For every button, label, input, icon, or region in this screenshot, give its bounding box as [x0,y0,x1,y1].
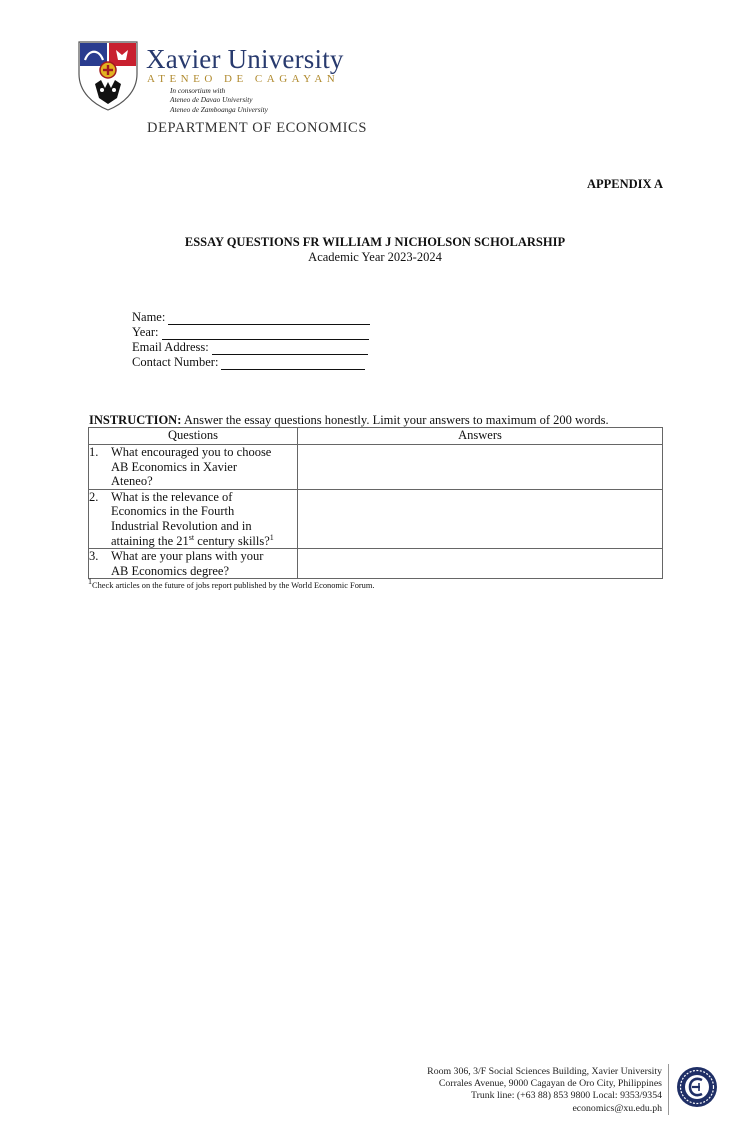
question-text [111,549,297,578]
question-cell [89,489,298,548]
answer-cell[interactable] [298,549,663,579]
question-line: Industrial Revolution and in [111,518,252,533]
field-label: Contact Number: [132,355,219,369]
contact-blank-line[interactable] [221,357,365,370]
question-line: Economics in the Fourth [111,504,235,519]
table-row [89,549,663,579]
answers-header: Answers [298,428,663,445]
year-field[interactable] [132,325,370,340]
instruction-lead: INSTRUCTION: [89,413,182,427]
answer-cell[interactable] [298,489,663,548]
field-label: Email Address: [132,340,209,354]
name-field[interactable] [132,310,370,325]
ordinal-suffix: st [188,532,195,542]
university-name: Xavier University [146,44,344,74]
field-label: Name: [132,310,166,324]
answer-cell[interactable] [298,445,663,490]
consortium-line: In consortium with [170,86,226,95]
question-line: What is the relevance of [111,489,233,504]
essay-questions-table [88,427,663,579]
question-text [111,445,297,489]
consortium-line: Ateneo de Davao University [170,95,253,105]
question-cell [89,549,298,579]
consortium-note [170,86,268,114]
question-line: Ateneo? [111,474,153,489]
footer-line: Room 306, 3/F Social Sciences Building, Xavier University [427,1066,662,1077]
question-line: AB Economics degree? [111,563,230,578]
table-row [89,445,663,490]
footnote-mark: 1 [88,577,92,587]
email-field[interactable] [132,340,370,355]
field-label: Year: [132,325,159,339]
table-row [89,489,663,548]
questions-header: Questions [89,428,298,445]
page-title: ESSAY QUESTIONS FR WILLIAM J NICHOLSON SCHOLARSHIP [184,235,566,249]
instruction-body: Answer the essay questions honestly. Limit your answers to maximum of 200 words. [181,413,609,427]
consortium-line: Ateneo de Zamboanga University [170,104,268,114]
university-subtitle: ATENEO DE CAGAYAN [147,73,340,85]
footnote-reference[interactable]: 1 [269,532,274,542]
page-subtitle: Academic Year 2023-2024 [308,250,442,264]
question-cell [89,445,298,490]
question-text [111,490,297,548]
footer-line: Trunk line: (+63 88) 853 9800 Local: 9353/9354 [470,1090,662,1102]
question-number: 3. [89,549,99,564]
instruction-text [89,413,609,428]
question-line: What are your plans with your [111,549,264,564]
footer-email-link[interactable]: economics@xu.edu.ph [572,1102,662,1114]
footer-divider [668,1064,669,1115]
applicant-fields [132,310,370,370]
footer-address [302,1066,662,1115]
xavier-university-seal-icon [77,40,139,112]
question-number: 1. [89,445,99,459]
department-name: DEPARTMENT OF ECONOMICS [147,120,367,136]
name-blank-line[interactable] [168,312,370,325]
question-line: What encouraged you to choose [111,445,272,459]
economics-department-logo-icon [676,1066,718,1108]
appendix-label: APPENDIX A [586,177,663,191]
email-blank-line[interactable] [212,342,368,355]
question-line-end: century skills? [194,533,270,548]
contact-number-field[interactable] [132,355,370,370]
footnote-text: Check articles on the future of jobs report published by the World Economic Forum. [92,581,375,590]
question-line: AB Economics in Xavier [111,459,238,474]
footnote [88,577,375,590]
question-line: attaining the 21 [111,533,189,548]
footer-line: Corrales Avenue, 9000 Cagayan de Oro City, Philippines [438,1078,662,1090]
question-number: 2. [89,489,99,504]
year-blank-line[interactable] [162,327,369,340]
table-header-row [89,428,663,445]
